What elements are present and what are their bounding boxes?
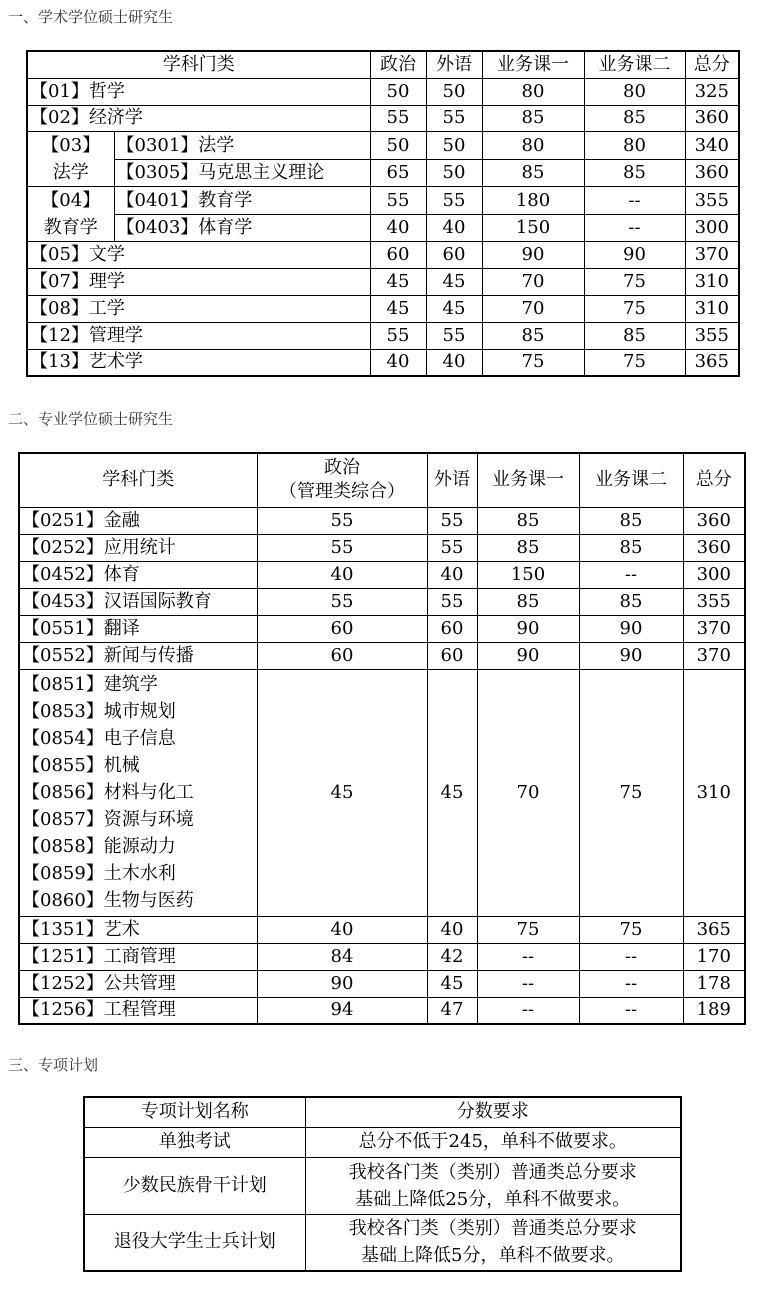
course1-score: 85 bbox=[477, 588, 579, 615]
language-score: 50 bbox=[426, 78, 482, 105]
course2-score: 75 bbox=[584, 269, 685, 296]
category-name: 【05】文学 bbox=[27, 242, 370, 269]
category-name: 【13】艺术学 bbox=[27, 349, 370, 376]
politics-score: 60 bbox=[370, 242, 426, 269]
group-04-cell bbox=[27, 187, 114, 242]
course1-score: -- bbox=[477, 997, 579, 1024]
header-politics-line1: 政治 bbox=[324, 457, 360, 479]
politics-score: 45 bbox=[370, 295, 426, 322]
course1-score: 80 bbox=[482, 132, 584, 160]
course2-score: 85 bbox=[584, 322, 685, 349]
politics-score: 55 bbox=[370, 105, 426, 132]
course1-score: 85 bbox=[477, 534, 579, 561]
course1-score: 80 bbox=[482, 78, 584, 105]
table-row bbox=[27, 78, 739, 105]
table-row bbox=[19, 534, 745, 561]
header-politics: 政治 bbox=[370, 51, 426, 78]
politics-score: 50 bbox=[370, 132, 426, 160]
category-name: 【01】哲学 bbox=[27, 78, 370, 105]
total-score: 360 bbox=[685, 159, 739, 187]
course1-score: 70 bbox=[477, 669, 579, 916]
group-name: 教育学 bbox=[43, 217, 98, 239]
politics-score: 94 bbox=[257, 997, 427, 1024]
table-row bbox=[84, 1157, 681, 1214]
category-name: 【0858】能源动力 bbox=[22, 835, 176, 857]
language-score: 50 bbox=[426, 132, 482, 160]
header-course2: 业务课二 bbox=[584, 51, 685, 78]
total-score: 355 bbox=[683, 588, 745, 615]
total-score: 310 bbox=[683, 669, 745, 916]
total-score: 360 bbox=[683, 507, 745, 534]
politics-score: 40 bbox=[257, 916, 427, 943]
academic-score-table bbox=[26, 50, 740, 377]
course2-score: -- bbox=[579, 561, 683, 588]
category-name: 【0252】应用统计 bbox=[19, 534, 257, 561]
total-score: 370 bbox=[685, 242, 739, 269]
language-score: 55 bbox=[427, 507, 477, 534]
language-score: 55 bbox=[426, 105, 482, 132]
course2-score: -- bbox=[584, 187, 685, 215]
total-score: 355 bbox=[685, 187, 739, 215]
header-language: 外语 bbox=[427, 453, 477, 507]
category-name: 【0855】机械 bbox=[22, 754, 140, 776]
category-name-list bbox=[19, 669, 257, 916]
politics-score: 84 bbox=[257, 943, 427, 970]
category-name: 【0856】材料与化工 bbox=[22, 781, 194, 803]
header-total: 总分 bbox=[683, 453, 745, 507]
total-score: 360 bbox=[683, 534, 745, 561]
language-score: 45 bbox=[426, 269, 482, 296]
politics-score: 40 bbox=[370, 349, 426, 376]
table-row bbox=[27, 295, 739, 322]
course1-score: 90 bbox=[477, 642, 579, 669]
plan-requirement bbox=[305, 1157, 681, 1214]
language-score: 55 bbox=[427, 588, 477, 615]
table-row bbox=[27, 214, 739, 242]
language-score: 55 bbox=[426, 187, 482, 215]
category-name: 【07】理学 bbox=[27, 269, 370, 296]
table-row bbox=[19, 916, 745, 943]
table-row bbox=[19, 507, 745, 534]
course2-score: 85 bbox=[579, 534, 683, 561]
category-name: 【0305】马克思主义理论 bbox=[114, 159, 370, 187]
language-score: 50 bbox=[426, 159, 482, 187]
table-row bbox=[84, 1214, 681, 1271]
category-name: 【1351】艺术 bbox=[19, 916, 257, 943]
language-score: 40 bbox=[427, 916, 477, 943]
language-score: 45 bbox=[427, 669, 477, 916]
table-row bbox=[27, 132, 739, 160]
group-03-cell bbox=[27, 132, 114, 187]
header-plan-name: 专项计划名称 bbox=[84, 1097, 305, 1127]
category-name: 【0859】土木水利 bbox=[22, 862, 176, 884]
total-score: 325 bbox=[685, 78, 739, 105]
table-row bbox=[27, 269, 739, 296]
table-row-group-08 bbox=[19, 669, 745, 916]
category-name: 【02】经济学 bbox=[27, 105, 370, 132]
course2-score: 90 bbox=[584, 242, 685, 269]
category-name: 【0403】体育学 bbox=[114, 214, 370, 242]
course1-score: 75 bbox=[477, 916, 579, 943]
requirement-line: 基础上降低25分，单科不做要求。 bbox=[355, 1188, 631, 1210]
course1-score: 85 bbox=[477, 507, 579, 534]
section-heading-professional: 二、专业学位硕士研究生 bbox=[8, 410, 174, 428]
politics-score: 55 bbox=[257, 588, 427, 615]
language-score: 45 bbox=[426, 295, 482, 322]
politics-score: 40 bbox=[370, 214, 426, 242]
total-score: 370 bbox=[683, 642, 745, 669]
language-score: 42 bbox=[427, 943, 477, 970]
category-name: 【0857】资源与环境 bbox=[22, 808, 194, 830]
course1-score: 85 bbox=[482, 322, 584, 349]
politics-score: 60 bbox=[257, 615, 427, 642]
language-score: 40 bbox=[426, 214, 482, 242]
course2-score: -- bbox=[579, 970, 683, 997]
requirement-line: 我校各门类（类别）普通类总分要求 bbox=[348, 1218, 637, 1240]
category-name: 【0551】翻译 bbox=[19, 615, 257, 642]
table-row bbox=[19, 588, 745, 615]
politics-score: 45 bbox=[257, 669, 427, 916]
professional-score-table bbox=[18, 452, 746, 1025]
section-heading-academic: 一、学术学位硕士研究生 bbox=[8, 8, 174, 26]
table-row bbox=[19, 642, 745, 669]
category-name: 【0860】生物与医药 bbox=[22, 889, 194, 911]
course2-score: 80 bbox=[584, 132, 685, 160]
politics-score: 55 bbox=[370, 187, 426, 215]
header-course1: 业务课一 bbox=[482, 51, 584, 78]
language-score: 60 bbox=[427, 615, 477, 642]
politics-score: 55 bbox=[257, 507, 427, 534]
course1-score: 85 bbox=[482, 105, 584, 132]
total-score: 360 bbox=[685, 105, 739, 132]
politics-score: 40 bbox=[257, 561, 427, 588]
category-name: 【1256】工程管理 bbox=[19, 997, 257, 1024]
course2-score: 85 bbox=[584, 105, 685, 132]
politics-score: 55 bbox=[257, 534, 427, 561]
group-name: 法学 bbox=[52, 162, 89, 184]
total-score: 300 bbox=[683, 561, 745, 588]
table-row bbox=[19, 970, 745, 997]
language-score: 40 bbox=[427, 561, 477, 588]
header-total: 总分 bbox=[685, 51, 739, 78]
category-name: 【0552】新闻与传播 bbox=[19, 642, 257, 669]
total-score: 310 bbox=[685, 269, 739, 296]
total-score: 355 bbox=[685, 322, 739, 349]
group-code: 【04】 bbox=[41, 190, 101, 212]
total-score: 300 bbox=[685, 214, 739, 242]
group-code: 【03】 bbox=[41, 135, 101, 157]
table-row bbox=[27, 242, 739, 269]
course2-score: 90 bbox=[579, 642, 683, 669]
course2-score: 90 bbox=[579, 615, 683, 642]
table-row bbox=[27, 322, 739, 349]
total-score: 365 bbox=[685, 349, 739, 376]
course1-score: -- bbox=[477, 970, 579, 997]
category-name: 【08】工学 bbox=[27, 295, 370, 322]
header-language: 外语 bbox=[426, 51, 482, 78]
category-name: 【1251】工商管理 bbox=[19, 943, 257, 970]
total-score: 370 bbox=[683, 615, 745, 642]
plan-requirement: 总分不低于245，单科不做要求。 bbox=[305, 1127, 681, 1157]
category-name: 【1252】公共管理 bbox=[19, 970, 257, 997]
category-name: 【0853】城市规划 bbox=[22, 700, 176, 722]
course1-score: 85 bbox=[482, 159, 584, 187]
politics-score: 45 bbox=[370, 269, 426, 296]
language-score: 47 bbox=[427, 997, 477, 1024]
course2-score: 75 bbox=[579, 916, 683, 943]
politics-score: 65 bbox=[370, 159, 426, 187]
plan-requirement bbox=[305, 1214, 681, 1271]
course2-score: -- bbox=[584, 214, 685, 242]
category-name: 【0851】建筑学 bbox=[22, 673, 158, 695]
table-row bbox=[19, 561, 745, 588]
category-name: 【0251】金融 bbox=[19, 507, 257, 534]
table-row bbox=[27, 349, 739, 376]
table-header-row bbox=[19, 453, 745, 507]
course1-score: 150 bbox=[482, 214, 584, 242]
course2-score: 75 bbox=[584, 349, 685, 376]
table-header-row bbox=[84, 1097, 681, 1127]
language-score: 55 bbox=[427, 534, 477, 561]
course2-score: 75 bbox=[579, 669, 683, 916]
special-plan-table bbox=[83, 1096, 682, 1272]
category-name: 【12】管理学 bbox=[27, 322, 370, 349]
table-row bbox=[27, 105, 739, 132]
course2-score: 75 bbox=[584, 295, 685, 322]
category-name: 【0854】电子信息 bbox=[22, 727, 176, 749]
course1-score: 90 bbox=[482, 242, 584, 269]
total-score: 365 bbox=[683, 916, 745, 943]
section-heading-special: 三、专项计划 bbox=[8, 1056, 99, 1074]
header-score-requirement: 分数要求 bbox=[305, 1097, 681, 1127]
course2-score: 85 bbox=[579, 588, 683, 615]
header-politics bbox=[257, 453, 427, 507]
language-score: 60 bbox=[427, 642, 477, 669]
category-name: 【0301】法学 bbox=[114, 132, 370, 160]
language-score: 45 bbox=[427, 970, 477, 997]
total-score: 178 bbox=[683, 970, 745, 997]
table-row bbox=[27, 159, 739, 187]
course2-score: 85 bbox=[579, 507, 683, 534]
course2-score: -- bbox=[579, 997, 683, 1024]
course1-score: 150 bbox=[477, 561, 579, 588]
category-name: 【0452】体育 bbox=[19, 561, 257, 588]
course1-score: 90 bbox=[477, 615, 579, 642]
course1-score: 70 bbox=[482, 269, 584, 296]
requirement-line: 基础上降低5分，单科不做要求。 bbox=[361, 1245, 625, 1267]
language-score: 55 bbox=[426, 322, 482, 349]
header-course2: 业务课二 bbox=[579, 453, 683, 507]
plan-name: 单独考试 bbox=[84, 1127, 305, 1157]
header-politics-line2: （管理类综合） bbox=[279, 481, 405, 503]
politics-score: 55 bbox=[370, 322, 426, 349]
table-row bbox=[19, 997, 745, 1024]
header-course1: 业务课一 bbox=[477, 453, 579, 507]
category-name: 【0453】汉语国际教育 bbox=[19, 588, 257, 615]
header-category: 学科门类 bbox=[27, 51, 370, 78]
table-header-row bbox=[27, 51, 739, 78]
table-row bbox=[84, 1127, 681, 1157]
table-row bbox=[19, 615, 745, 642]
total-score: 340 bbox=[685, 132, 739, 160]
course1-score: 75 bbox=[482, 349, 584, 376]
total-score: 170 bbox=[683, 943, 745, 970]
plan-name: 少数民族骨干计划 bbox=[84, 1157, 305, 1214]
course1-score: -- bbox=[477, 943, 579, 970]
requirement-line: 我校各门类（类别）普通类总分要求 bbox=[348, 1161, 637, 1183]
course1-score: 180 bbox=[482, 187, 584, 215]
total-score: 310 bbox=[685, 295, 739, 322]
course2-score: -- bbox=[579, 943, 683, 970]
course2-score: 80 bbox=[584, 78, 685, 105]
politics-score: 50 bbox=[370, 78, 426, 105]
plan-name: 退役大学生士兵计划 bbox=[84, 1214, 305, 1271]
course1-score: 70 bbox=[482, 295, 584, 322]
politics-score: 60 bbox=[257, 642, 427, 669]
total-score: 189 bbox=[683, 997, 745, 1024]
language-score: 60 bbox=[426, 242, 482, 269]
politics-score: 90 bbox=[257, 970, 427, 997]
course2-score: 85 bbox=[584, 159, 685, 187]
table-row bbox=[27, 187, 739, 215]
category-name: 【0401】教育学 bbox=[114, 187, 370, 215]
language-score: 40 bbox=[426, 349, 482, 376]
header-category: 学科门类 bbox=[19, 453, 257, 507]
table-row bbox=[19, 943, 745, 970]
